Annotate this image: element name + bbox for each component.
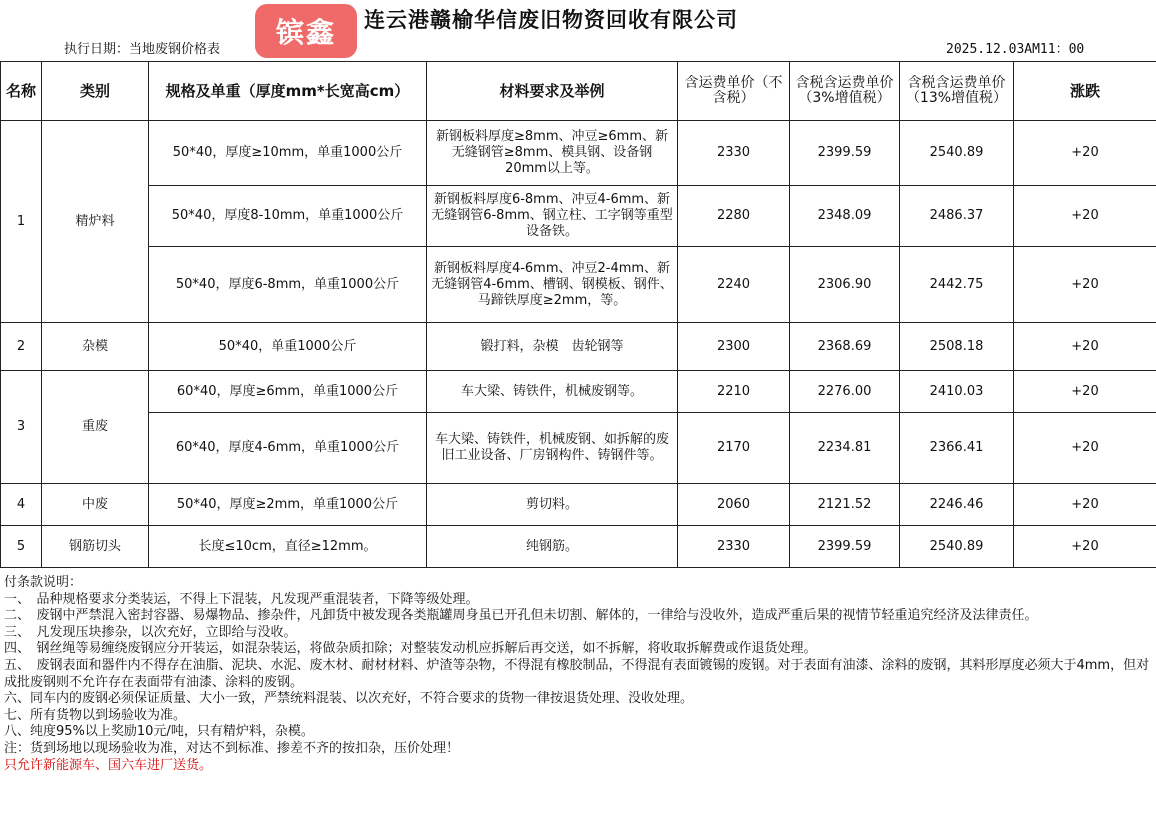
company-name: 连云港赣榆华信废旧物资回收有限公司 xyxy=(364,8,738,32)
cell-requirements: 新钢板料厚度4-6mm、冲豆2-4mm、新无缝钢管4-6mm、槽钢、钢模板、钢件、马蹄铁厚度≥2mm，等。 xyxy=(427,247,678,323)
cell-price-3pct: 2399.59 xyxy=(790,121,900,186)
terms-item: 注：货到场地以现场验收为准，对达不到标准、掺差不齐的按扣杂，压价处理！ xyxy=(4,740,460,756)
cell-price-notax: 2300 xyxy=(678,323,790,371)
price-datetime: 2025.12.03AM11：00 xyxy=(946,42,1085,57)
cell-price-3pct: 2348.09 xyxy=(790,186,900,247)
cell-price-3pct: 2399.59 xyxy=(790,526,900,568)
cell-change: +20 xyxy=(1014,371,1156,413)
table-row xyxy=(1,186,1156,247)
cell-category: 重废 xyxy=(42,371,149,484)
table-row xyxy=(1,371,1156,413)
col-header-category: 类别 xyxy=(42,62,149,121)
col-header-price-3pct: 含税含运费单价（3%增值税） xyxy=(790,62,900,121)
col-header-price-13pct: 含税含运费单价（13%增值税） xyxy=(900,62,1014,121)
cell-change: +20 xyxy=(1014,121,1156,186)
cell-change: +20 xyxy=(1014,413,1156,484)
cell-category: 杂模 xyxy=(42,323,149,371)
table-row xyxy=(1,121,1156,186)
brand-badge: 镔鑫 xyxy=(255,4,357,58)
terms-item: 六、同车内的废钢必须保证质量、大小一致，严禁统料混装、以次充好，不符合要求的货物一律按退货处理、没收处理。 xyxy=(4,691,694,707)
cell-price-13pct: 2540.89 xyxy=(900,121,1014,186)
col-header-price-notax: 含运费单价（不含税） xyxy=(678,62,790,121)
cell-spec: 50*40，单重1000公斤 xyxy=(149,323,427,371)
cell-price-13pct: 2366.41 xyxy=(900,413,1014,484)
cell-price-13pct: 2410.03 xyxy=(900,371,1014,413)
col-header-requirements: 材料要求及举例 xyxy=(427,62,678,121)
payment-terms xyxy=(4,575,1152,774)
cell-price-notax: 2170 xyxy=(678,413,790,484)
terms-item: 三、 凡发现压块掺杂，以次充好，立即给与没收。 xyxy=(4,624,297,640)
cell-price-notax: 2210 xyxy=(678,371,790,413)
cell-requirements: 车大梁、铸铁件，机械废钢、如拆解的废旧工业设备、厂房钢构件、铸钢件等。 xyxy=(427,413,678,484)
cell-spec: 60*40，厚度4-6mm，单重1000公斤 xyxy=(149,413,427,484)
cell-requirements: 车大梁、铸铁件，机械废钢等。 xyxy=(427,371,678,413)
col-header-change: 涨跌 xyxy=(1014,62,1156,121)
cell-spec: 长度≤10cm，直径≥12mm。 xyxy=(149,526,427,568)
cell-category: 钢筋切头 xyxy=(42,526,149,568)
cell-price-3pct: 2276.00 xyxy=(790,371,900,413)
cell-no: 3 xyxy=(1,371,42,484)
table-row xyxy=(1,484,1156,526)
cell-requirements: 新钢板料厚度6-8mm、冲豆4-6mm、新无缝钢管6-8mm、钢立柱、工字钢等重型设备铁。 xyxy=(427,186,678,247)
cell-no: 4 xyxy=(1,484,42,526)
col-header-name: 名称 xyxy=(1,62,42,121)
cell-price-3pct: 2368.69 xyxy=(790,323,900,371)
terms-item: 一、 品种规格要求分类装运，不得上下混装，凡发现严重混装者，下降等级处理。 xyxy=(4,591,479,607)
cell-category: 中废 xyxy=(42,484,149,526)
table-header-row xyxy=(1,62,1156,121)
cell-requirements: 新钢板料厚度≥8mm、冲豆≥6mm、新无缝钢管≥8mm、模具钢、设备钢20mm以上等。 xyxy=(427,121,678,186)
cell-spec: 50*40，厚度8-10mm，单重1000公斤 xyxy=(149,186,427,247)
cell-change: +20 xyxy=(1014,323,1156,371)
cell-price-13pct: 2486.37 xyxy=(900,186,1014,247)
terms-item: 七、所有货物以到场验收为准。 xyxy=(4,707,187,723)
terms-item: 五、 废钢表面和器件内不得存在油脂、泥块、水泥、废木材、耐材材料、炉渣等杂物，不得混有橡胶制品，不得混有表面镀锡的废钢。对于表面有油漆、涂料的废钢，其料形厚度必须大于4mm，但对成批废钢则不允许存在表面带有油漆、涂料的废钢。 xyxy=(4,657,1150,690)
table-row xyxy=(1,413,1156,484)
table-row xyxy=(1,247,1156,323)
cell-spec: 50*40，厚度≥10mm，单重1000公斤 xyxy=(149,121,427,186)
cell-change: +20 xyxy=(1014,247,1156,323)
col-header-spec: 规格及单重（厚度mm*长宽高cm） xyxy=(149,62,427,121)
vehicle-restriction-note: 只允许新能源车、国六车进厂送货。 xyxy=(4,757,213,773)
cell-no: 1 xyxy=(1,121,42,323)
cell-price-13pct: 2508.18 xyxy=(900,323,1014,371)
page-header xyxy=(0,0,1156,60)
terms-item: 二、 废钢中严禁混入密封容器、易爆物品、掺杂件，凡卸货中被发现各类瓶罐周身虽已开孔但未切割、解体的，一律给与没收外，造成严重后果的视情节轻重追究经济及法律责任。 xyxy=(4,608,1038,624)
cell-price-3pct: 2121.52 xyxy=(790,484,900,526)
execution-date-label: 执行日期：当地废钢价格表 xyxy=(64,42,221,57)
terms-item: 四、 钢丝绳等易缠绕废钢应分开装运，如混杂装运，将做杂质扣除；对整装发动机应拆解后再交送，如不拆解，将收取拆解费或作退货处理。 xyxy=(4,641,817,657)
cell-spec: 60*40，厚度≥6mm，单重1000公斤 xyxy=(149,371,427,413)
table-row xyxy=(1,526,1156,568)
cell-price-3pct: 2306.90 xyxy=(790,247,900,323)
cell-price-notax: 2060 xyxy=(678,484,790,526)
terms-title: 付条款说明： xyxy=(4,575,83,590)
cell-price-notax: 2240 xyxy=(678,247,790,323)
cell-spec: 50*40，厚度≥2mm，单重1000公斤 xyxy=(149,484,427,526)
cell-requirements: 剪切料。 xyxy=(427,484,678,526)
cell-price-notax: 2280 xyxy=(678,186,790,247)
cell-price-3pct: 2234.81 xyxy=(790,413,900,484)
cell-no: 5 xyxy=(1,526,42,568)
cell-change: +20 xyxy=(1014,484,1156,526)
cell-spec: 50*40，厚度6-8mm，单重1000公斤 xyxy=(149,247,427,323)
cell-change: +20 xyxy=(1014,186,1156,247)
terms-item: 八、纯度95%以上奖励10元/吨，只有精炉料，杂模。 xyxy=(4,724,314,740)
cell-price-13pct: 2540.89 xyxy=(900,526,1014,568)
cell-price-notax: 2330 xyxy=(678,121,790,186)
cell-price-13pct: 2442.75 xyxy=(900,247,1014,323)
price-table xyxy=(0,61,1156,568)
cell-requirements: 纯钢筋。 xyxy=(427,526,678,568)
cell-price-13pct: 2246.46 xyxy=(900,484,1014,526)
cell-requirements: 锻打料，杂模 齿轮钢等 xyxy=(427,323,678,371)
cell-change: +20 xyxy=(1014,526,1156,568)
table-row xyxy=(1,323,1156,371)
cell-no: 2 xyxy=(1,323,42,371)
cell-price-notax: 2330 xyxy=(678,526,790,568)
cell-category: 精炉料 xyxy=(42,121,149,323)
